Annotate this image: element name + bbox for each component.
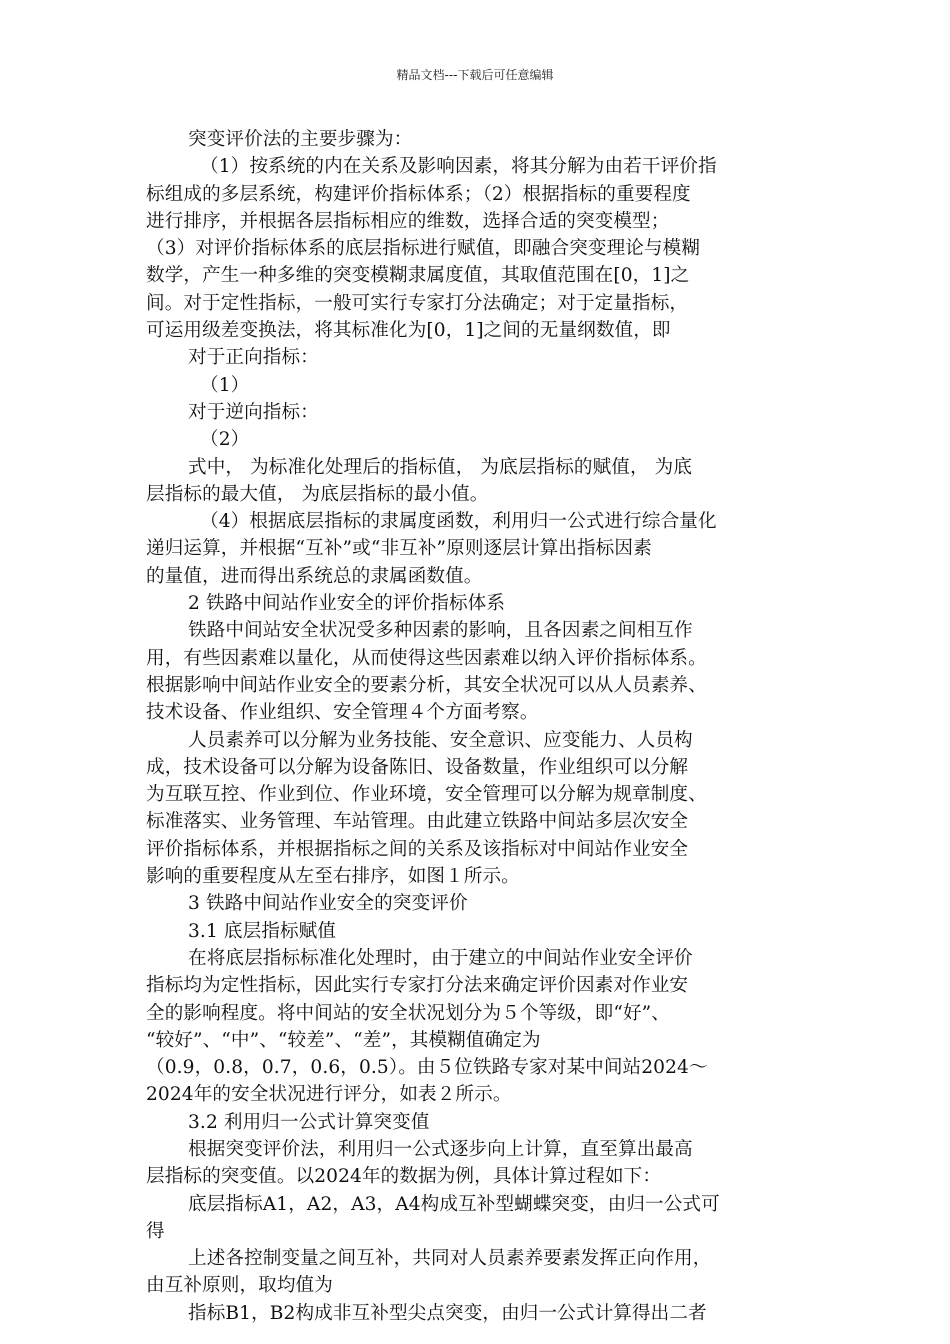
text-line: 式中， 为标准化处理后的指标值， 为底层指标的赋值， 为底 [188, 456, 693, 478]
text-line: 全的影响程度。将中间站的安全状况划分为５个等级，即“好”、 [146, 1002, 670, 1024]
text-line: 在将底层指标标准化处理时，由于建立的中间站作业安全评价 [188, 947, 693, 969]
text-line: 为互联互控、作业到位、作业环境，安全管理可以分解为规章制度、 [146, 784, 707, 806]
text-line: （1）按系统的内在关系及影响因素，将其分解为由若干评价指 [200, 156, 717, 178]
body-text [146, 126, 806, 1327]
text-line: 可运用级差变换法，将其标准化为[0，1]之间的无量纲数值，即 [146, 320, 671, 342]
text-line: 人员素养可以分解为业务技能、安全意识、应变能力、人员构 [188, 729, 693, 751]
text-line: （4）根据底层指标的隶属度函数，利用归一公式进行综合量化 [200, 511, 717, 533]
text-line: 标组成的多层系统，构建评价指标体系；（2）根据指标的重要程度 [146, 183, 691, 205]
text-line: 影响的重要程度从左至右排序，如图１所示。 [146, 866, 520, 888]
section-heading: 3 铁路中间站作业安全的突变评价 [188, 893, 468, 915]
text-line: 突变评价法的主要步骤为： [188, 129, 413, 150]
text-line: 对于正向指标： [188, 347, 319, 369]
text-line: 铁路中间站安全状况受多种因素的影响，且各因素之间相互作 [188, 620, 693, 642]
text-line: 进行排序，并根据各层指标相应的维数，选择合适的突变模型； [146, 210, 670, 232]
text-line: 上述各控制变量之间互补，共同对人员素养要素发挥正向作用， [188, 1248, 712, 1270]
text-line: 指标均为定性指标，因此实行专家打分法来确定评价因素对作业安 [146, 975, 689, 997]
text-line: 根据突变评价法，利用归一公式逐步向上计算，直至算出最高 [188, 1138, 693, 1160]
text-line: 间。对于定性指标，一般可实行专家打分法确定；对于定量指标， [146, 292, 689, 314]
text-line: 由互补原则，取均值为 [146, 1275, 333, 1297]
text-line: 递归运算，并根据“互补”或“非互补”原则逐层计算出指标因素 [146, 538, 652, 560]
text-line: 成，技术设备可以分解为设备陈旧、设备数量，作业组织可以分解 [146, 756, 689, 778]
text-line: 的量值，进而得出系统总的隶属函数值。 [146, 565, 483, 587]
text-line: （3）对评价指标体系的底层指标进行赋值，即融合突变理论与模糊 [146, 238, 701, 260]
section-heading: 2 铁路中间站作业安全的评价指标体系 [188, 593, 506, 615]
text-line: 根据影响中间站作业安全的要素分析，其安全状况可以从人员素养、 [146, 674, 707, 696]
text-line: 数学，产生一种多维的突变模糊隶属度值，其取值范围在[0，1]之 [146, 265, 690, 287]
text-line: 对于逆向指标： [188, 401, 319, 423]
text-line: 2024年的安全状况进行评分，如表２所示。 [146, 1084, 512, 1106]
text-line: “较好”、“中”、“较差”、“差”，其模糊值确定为 [146, 1029, 541, 1051]
text-line: 层指标的最大值， 为底层指标的最小值。 [146, 483, 489, 505]
formula-number: （2） [200, 429, 250, 451]
text-line: 指标B1，B2构成非互补型尖点突变，由归一公式计算得出二者 [188, 1302, 707, 1324]
text-line: 用，有些因素难以量化，从而使得这些因素难以纳入评价指标体系。 [146, 647, 707, 669]
text-line: 得 [146, 1220, 165, 1242]
text-line: 标准落实、业务管理、车站管理。由此建立铁路中间站多层次安全 [146, 811, 689, 833]
text-line: 层指标的突变值。以2024年的数据为例，具体计算过程如下： [146, 1166, 662, 1188]
text-line: 评价指标体系，并根据指标之间的关系及该指标对中间站作业安全 [146, 838, 689, 860]
subsection-heading: 3.2 利用归一公式计算突变值 [188, 1111, 430, 1133]
formula-number: （1） [200, 374, 250, 396]
text-line: （0.9，0.8，0.7，0.6，0.5）。由５位铁路专家对某中间站2024～ [146, 1057, 708, 1079]
text-line: 底层指标A1，A2，A3，A4构成互补型蝴蝶突变，由归一公式可 [188, 1193, 720, 1215]
subsection-heading: 3.1 底层指标赋值 [188, 920, 337, 942]
text-line: 技术设备、作业组织、安全管理４个方面考察。 [146, 702, 539, 724]
page-header: 精品文档---下载后可任意编辑 [396, 68, 554, 82]
